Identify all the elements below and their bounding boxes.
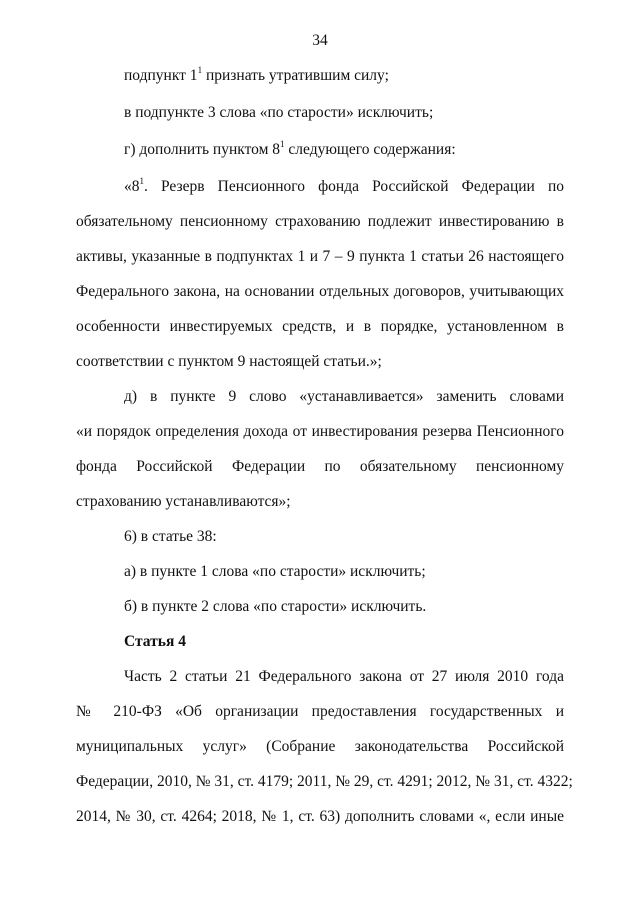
text-line-22: 2014, № 30, ст. 4264; 2018, № 1, ст. 63) дополнить словами «, если иные <box>76 808 564 825</box>
text-line-4: «$8^1$. Резерв Пенсионного фонда Российской Федерации по <box>124 176 564 195</box>
text-line-10: д) в пункте 9 слово «устанавливается» заменить словами <box>124 388 564 405</box>
text-line-5: обязательному пенсионному страхованию подлежит инвестированию в <box>76 213 564 230</box>
text-line-21: Федерации, 2010, № 31, ст. 4179; 2011, № 29, ст. 4291; 2012, № 31, ст. 4322; <box>76 773 573 790</box>
text-line-2: в подпункте 3 слова «по старости» исключить; <box>124 104 434 121</box>
text-line-14: 6) в статье 38: <box>124 528 217 545</box>
text-line-16: б) в пункте 2 слова «по старости» исключить. <box>124 598 427 615</box>
text-line-3: г) дополнить пунктом $8^1$ следующего содержания: <box>124 139 456 158</box>
page-number: 34 <box>312 32 328 49</box>
text-line-18: Часть 2 статьи 21 Федерального закона от 27 июля 2010 года <box>124 668 564 685</box>
text-line-11: «и порядок определения дохода от инвестирования резерва Пенсионного <box>76 423 564 440</box>
text-line-9: соответствии с пунктом 9 настоящей статьи.»; <box>76 353 382 370</box>
article-heading: Статья 4 <box>124 633 186 650</box>
text-line-12: фонда Российской Федерации по обязательному пенсионному <box>76 458 564 475</box>
text-line-19: № 210-ФЗ «Об организации предоставления государственных и <box>76 703 564 720</box>
text-line-20: муниципальных услуг» (Собрание законодательства Российской <box>76 738 564 755</box>
text-line-7: Федерального закона, на основании отдельных договоров, учитывающих <box>76 283 564 300</box>
text-line-1: подпункт $1^1$ признать утратившим силу; <box>124 65 389 84</box>
text-line-13: страхованию устанавливаются»; <box>76 493 291 510</box>
text-line-8: особенности инвестируемых средств, и в порядке, установленном в <box>76 318 564 335</box>
text-line-6: активы, указанные в подпунктах 1 и 7 – 9 пункта 1 статьи 26 настоящего <box>76 248 564 265</box>
text-line-15: а) в пункте 1 слова «по старости» исключить; <box>124 563 426 580</box>
